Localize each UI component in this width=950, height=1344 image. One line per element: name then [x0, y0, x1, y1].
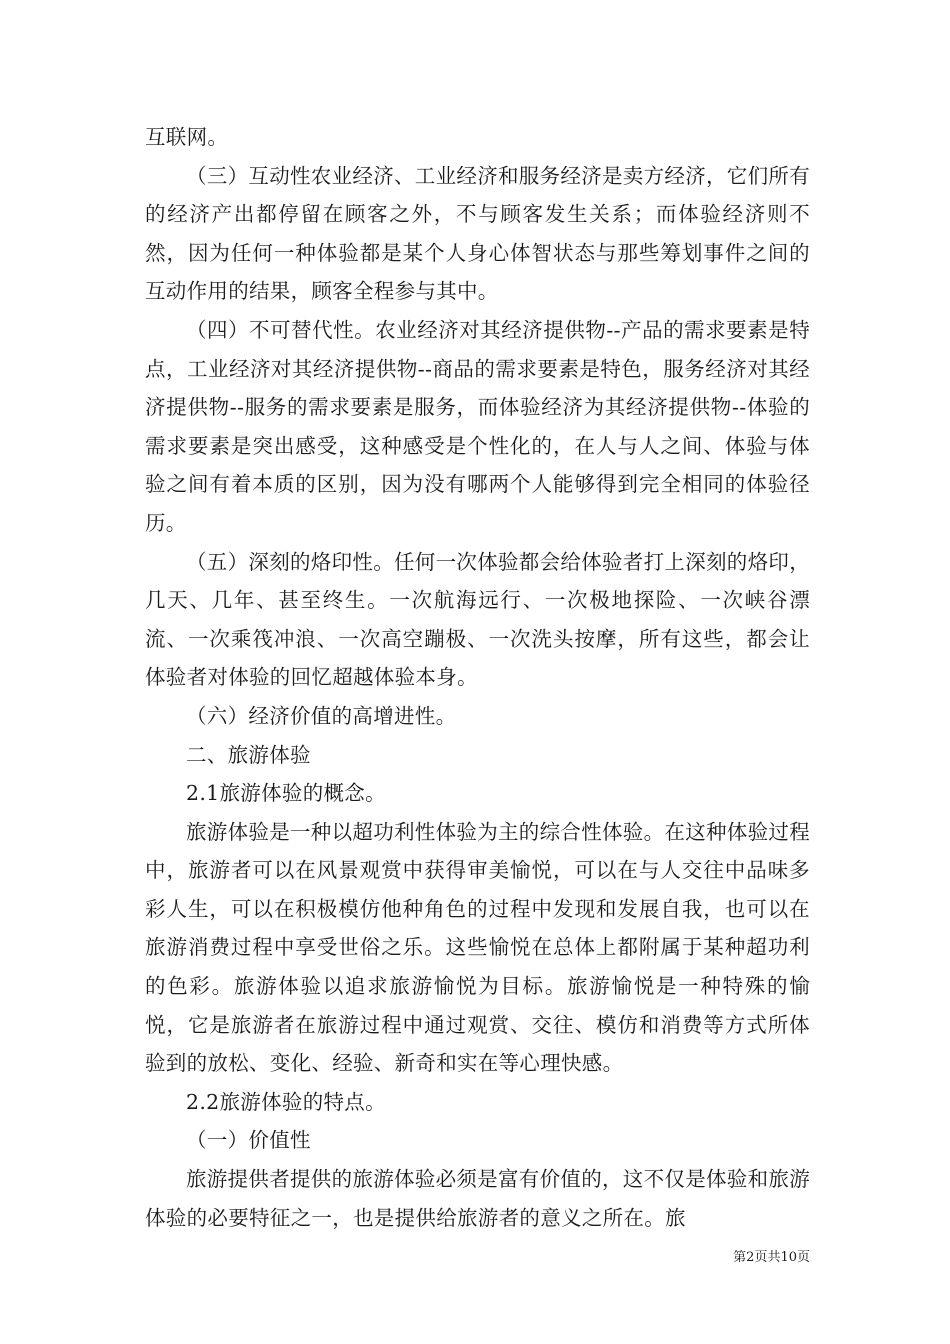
item-heading-value: （一）价值性: [186, 1128, 311, 1153]
paragraph-value: 旅游提供者提供的旅游体验必须是富有价值的，这不仅是体验和旅游体验的必要特征之一，也是提供给旅游者的意义之所在。旅: [145, 1167, 810, 1230]
section-heading-tourism-experience: 二、旅游体验: [186, 742, 311, 767]
paragraph-continuation: 互联网。: [145, 125, 229, 149]
paragraph-economic-value: （六）经济价值的高增进性。: [186, 703, 457, 728]
paragraph-irreplaceability: （四）不可替代性。农业经济对其经济提供物--产品的需求要素是特点，工业经济对其经济提供物--商品的需求要素是特色，服务经济对其经济提供物--服务的需求要素是服务，而体验经济为其经济提供物--体验的需求要素是突出感受，这种感受是个性化的，在人与人之间、体验与体验之间有着本质的区别，因为没有哪两个人能够得到完全相同的体验径历。: [145, 317, 810, 535]
subsection-heading-features: 2.2旅游体验的特点。: [186, 1089, 386, 1114]
paragraph-concept: 旅游体验是一种以超功利性体验为主的综合性体验。在这种体验过程中，旅游者可以在风景观赏中获得审美愉悦，可以在与人交往中品味多彩人生，可以在积极模仿他种角色的过程中发现和发展自我，也可以在旅游消费过程中享受世俗之乐。这些愉悦在总体上都附属于某种超功利的色彩。旅游体验以追求旅游愉悦为目标。旅游愉悦是一种特殊的愉悦，它是旅游者在旅游过程中通过观赏、交往、模仿和消费等方式所体验到的放松、变化、经验、新奇和实在等心理快感。: [145, 819, 810, 1076]
subsection-heading-concept: 2.1旅游体验的概念。: [186, 781, 386, 806]
document-body: [145, 118, 810, 1237]
paragraph-imprint: （五）深刻的烙印性。任何一次体验都会给体验者打上深刻的烙印，几天、几年、甚至终生。一次航海远行、一次极地探险、一次峡谷漂流、一次乘筏冲浪、一次高空蹦极、一次洗头按摩，所有这些，都会让体验者对体验的回忆超越体验本身。: [145, 549, 810, 690]
page-number: 第2页共10页: [733, 1250, 810, 1265]
paragraph-interactivity: （三）互动性农业经济、工业经济和服务经济是卖方经济，它们所有的经济产出都停留在顾客之外，不与顾客发生关系；而体验经济则不然，因为任何一种体验都是某个人身心体智状态与那些筹划事件之间的互动作用的结果，顾客全程参与其中。: [145, 163, 810, 304]
